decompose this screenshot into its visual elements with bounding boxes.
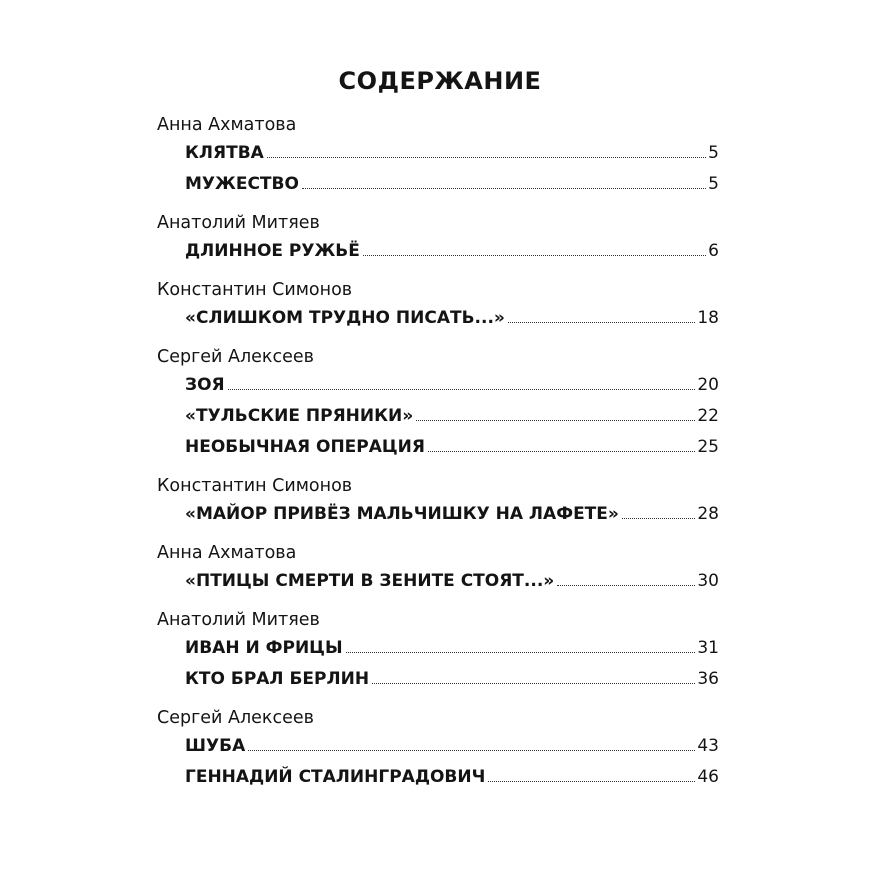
table-of-contents bbox=[157, 112, 719, 803]
toc-entry[interactable] bbox=[185, 169, 719, 200]
entry-title: ЗОЯ bbox=[185, 375, 225, 395]
page-title: СОДЕРЖАНИЕ bbox=[338, 67, 542, 95]
entry-title: ГЕННАДИЙ СТАЛИНГРАДОВИЧ bbox=[185, 767, 486, 787]
dot-leader bbox=[416, 419, 695, 421]
author-name: Сергей Алексеев bbox=[157, 708, 314, 728]
toc-section bbox=[157, 210, 719, 267]
page-number: 36 bbox=[697, 669, 719, 689]
page-number: 43 bbox=[697, 736, 719, 756]
author-name: Сергей Алексеев bbox=[157, 347, 314, 367]
toc-entry[interactable] bbox=[185, 236, 719, 267]
dot-leader bbox=[302, 187, 706, 189]
entry-title: ИВАН И ФРИЦЫ bbox=[185, 638, 343, 658]
author-name: Анатолий Митяев bbox=[157, 610, 320, 630]
toc-section bbox=[157, 705, 719, 793]
entry-title: ДЛИННОЕ РУЖЬЁ bbox=[185, 241, 360, 261]
dot-leader bbox=[508, 321, 695, 323]
toc-entry[interactable] bbox=[185, 401, 719, 432]
page-number: 5 bbox=[708, 143, 719, 163]
entry-title: «МАЙОР ПРИВЁЗ МАЛЬЧИШКУ НА ЛАФЕТЕ» bbox=[185, 504, 619, 524]
dot-leader bbox=[228, 388, 696, 390]
toc-entry[interactable] bbox=[185, 370, 719, 401]
page-number: 5 bbox=[708, 174, 719, 194]
dot-leader bbox=[557, 584, 695, 586]
author-name: Анна Ахматова bbox=[157, 543, 297, 563]
entry-title: «ПТИЦЫ СМЕРТИ В ЗЕНИТЕ СТОЯТ...» bbox=[185, 571, 555, 591]
author-name: Константин Симонов bbox=[157, 476, 353, 496]
dot-leader bbox=[488, 780, 695, 782]
entry-title: «СЛИШКОМ ТРУДНО ПИСАТЬ...» bbox=[185, 308, 505, 328]
toc-entry[interactable] bbox=[185, 138, 719, 169]
toc-entry[interactable] bbox=[185, 432, 719, 463]
dot-leader bbox=[363, 254, 706, 256]
dot-leader bbox=[622, 517, 695, 519]
toc-section bbox=[157, 112, 719, 200]
toc-entry[interactable] bbox=[185, 633, 719, 664]
entry-title: ШУБА bbox=[185, 736, 246, 756]
toc-section bbox=[157, 540, 719, 597]
author-name: Константин Симонов bbox=[157, 280, 353, 300]
author-name: Анатолий Митяев bbox=[157, 213, 320, 233]
page-number: 31 bbox=[697, 638, 719, 658]
page-number: 25 bbox=[697, 437, 719, 457]
entry-title: НЕОБЫЧНАЯ ОПЕРАЦИЯ bbox=[185, 437, 425, 457]
page-number: 22 bbox=[697, 406, 719, 426]
entry-title: КТО БРАЛ БЕРЛИН bbox=[185, 669, 370, 689]
toc-entry[interactable] bbox=[185, 731, 719, 762]
toc-entry[interactable] bbox=[185, 303, 719, 334]
page-number: 20 bbox=[697, 375, 719, 395]
toc-section bbox=[157, 607, 719, 695]
author-name: Анна Ахматова bbox=[157, 115, 297, 135]
entry-title: «ТУЛЬСКИЕ ПРЯНИКИ» bbox=[185, 406, 414, 426]
page-number: 18 bbox=[697, 308, 719, 328]
toc-entry[interactable] bbox=[185, 664, 719, 695]
dot-leader bbox=[248, 749, 695, 751]
toc-section bbox=[157, 344, 719, 463]
dot-leader bbox=[428, 450, 695, 452]
page-number: 28 bbox=[697, 504, 719, 524]
toc-section bbox=[157, 473, 719, 530]
toc-entry[interactable] bbox=[185, 499, 719, 530]
toc-entry[interactable] bbox=[185, 762, 719, 793]
page-number: 6 bbox=[708, 241, 719, 261]
page-number: 46 bbox=[697, 767, 719, 787]
page-number: 30 bbox=[697, 571, 719, 591]
entry-title: МУЖЕСТВО bbox=[185, 174, 299, 194]
toc-section bbox=[157, 277, 719, 334]
dot-leader bbox=[372, 682, 695, 684]
toc-entry[interactable] bbox=[185, 566, 719, 597]
entry-title: КЛЯТВА bbox=[185, 143, 264, 163]
dot-leader bbox=[346, 651, 696, 653]
dot-leader bbox=[267, 156, 706, 158]
